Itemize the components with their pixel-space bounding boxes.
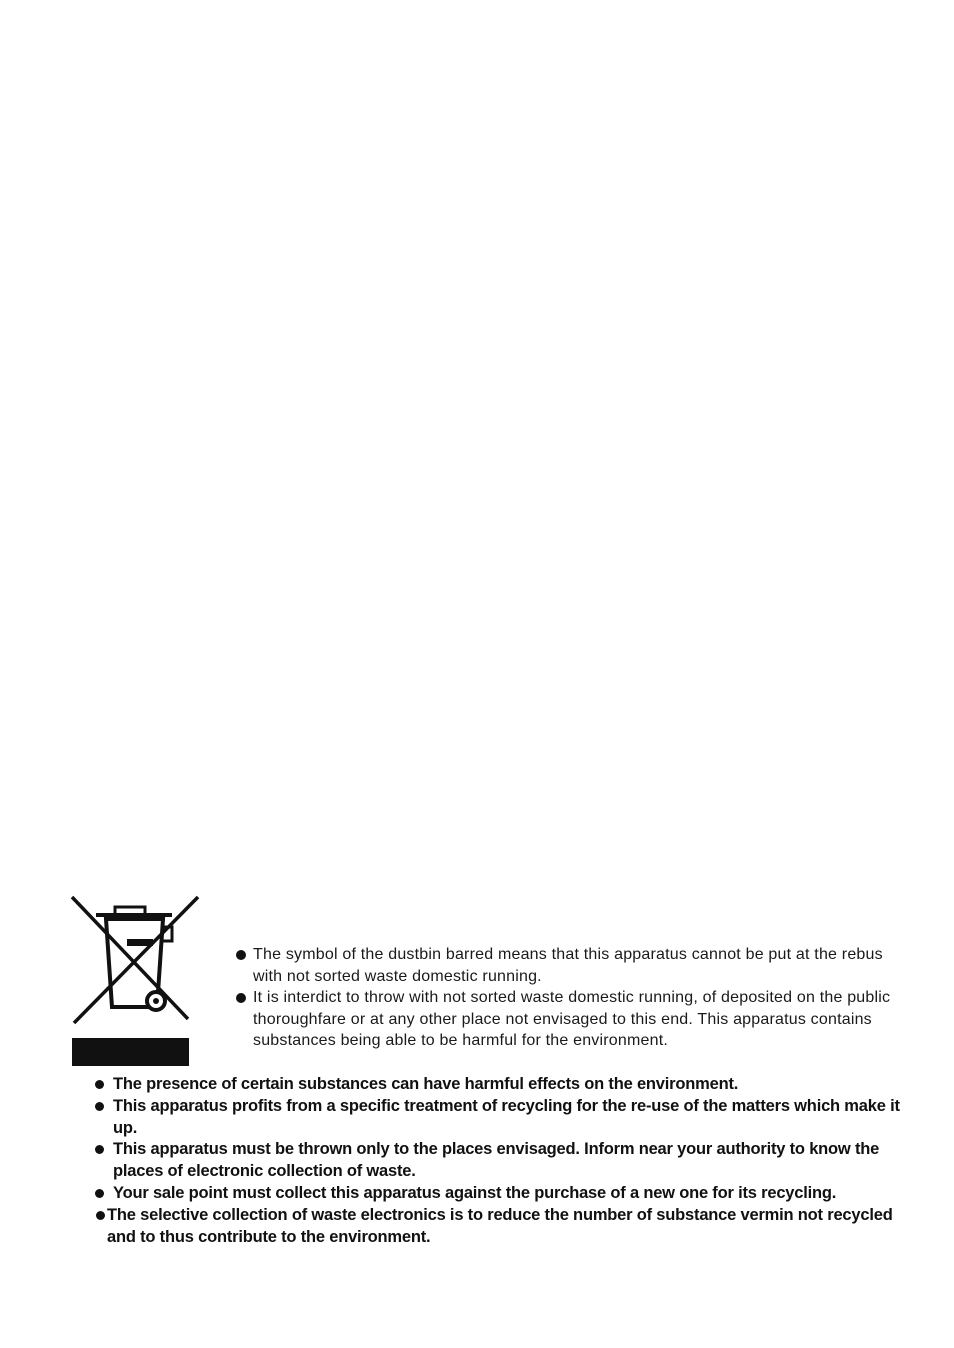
- note-item: [236, 944, 896, 987]
- note-item: [95, 1139, 905, 1183]
- note-text: This apparatus must be thrown only to the places envisaged. Inform near your authority to know the places of electronic collection of waste.: [113, 1140, 880, 1181]
- crossed-out-wheeled-bin-icon: [70, 893, 200, 1028]
- note-text: The selective collection of waste electronics is to reduce the number of substance vermin not recycled and to thus contribute to the environment.: [107, 1205, 893, 1246]
- bullet-icon: [236, 993, 246, 1003]
- note-item: [95, 1205, 905, 1249]
- bullet-icon: [95, 1102, 104, 1111]
- bullet-icon: [95, 1189, 104, 1198]
- upper-notes: [236, 944, 896, 1052]
- note-item: [95, 1183, 905, 1205]
- note-text: The presence of certain substances can have harmful effects on the environment.: [113, 1075, 739, 1093]
- note-item: [95, 1074, 905, 1096]
- bullet-icon: [236, 950, 246, 960]
- note-item: [95, 1096, 905, 1140]
- note-text: This apparatus profits from a specific treatment of recycling for the re-use of the matters which make it up.: [113, 1096, 900, 1137]
- bullet-icon: [95, 1080, 104, 1089]
- note-item: [236, 987, 896, 1052]
- bullet-icon: [95, 1145, 104, 1154]
- lower-notes: [95, 1074, 905, 1248]
- note-text: Your sale point must collect this apparatus against the purchase of a new one for its recycling.: [113, 1183, 837, 1202]
- note-text: The symbol of the dustbin barred means that this apparatus cannot be put at the rebus with not sorted waste domestic running.: [253, 946, 883, 985]
- note-text: It is interdict to throw with not sorted waste domestic running, of deposited on the public thoroughfare or at any other place not envisaged to this end. This apparatus contains substances being able to be harmful for the environment.: [253, 989, 891, 1049]
- bullet-icon: [96, 1211, 105, 1220]
- weee-underline-bar: [72, 1038, 189, 1066]
